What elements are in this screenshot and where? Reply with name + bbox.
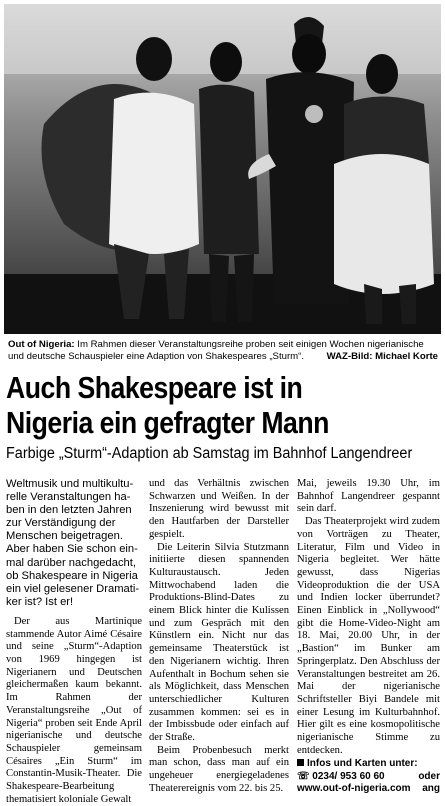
subheadline: Farbige „Sturm“-Adaption ab Samstag im Bahnhof Langendreer bbox=[6, 445, 413, 462]
author-initials: ang bbox=[422, 783, 440, 795]
phone-icon: ☏ bbox=[297, 770, 310, 782]
body-paragraph: und das Verhältnis zwischen Schwarzen und Weißen. In der Inszenierung wird bewusst mit den Hautfarben der Darsteller gespielt. bbox=[149, 478, 289, 540]
headline bbox=[6, 370, 380, 440]
lead-line: mal darüber nachgedacht, bbox=[6, 556, 136, 569]
lead-line: ob Shakespeare in Nigeria bbox=[6, 569, 138, 582]
phone-number: 0234/ 953 60 60 bbox=[312, 770, 385, 782]
article-column-1 bbox=[6, 478, 142, 806]
body-paragraph: Beim Probenbesuch merkt man schon, dass man auf ein ungeheuer energiegeladenes Theaterereignis vom 22. bis 25. bbox=[149, 744, 289, 794]
body-paragraph: Der aus Martinique stammende Autor Aimé Césaire und seine „Sturm“-Adaption von 1969 hingegen ist Nigerianern und Deutschen gleichermaßen kaum bekannt. Im Rahmen der Veranstaltungsreihe „Out of Nigeria“ proben seit Ende April nigerianische und deutsche Schauspieler gemeinsam Césaires „Ein Sturm“ im Constantin-Musik-Theater. Die Shakespeare-Bearbeitung thematisiert koloniale Gewalt bbox=[6, 615, 142, 805]
photo-credit: WAZ-Bild: Michael Korte bbox=[326, 351, 438, 362]
headline-line-1: Auch Shakespeare ist in bbox=[6, 370, 303, 405]
lead-line: ein viel gelesener Dramati- bbox=[6, 582, 140, 595]
lead-paragraph bbox=[6, 478, 142, 609]
bullet-square-icon bbox=[297, 759, 304, 766]
body-paragraph: Die Leiterin Silvia Stutzmann initiierte diesen spannenden Kulturaustausch. Jeden Mittwochabend laden die Produktions-Blind-Dates zu einem Blick hinter die Kulissen und zum Gespräch mit den Künstlern ein. Nicht nur das gemeinsame Theaterstück ist den Nigerianern wichtig. Ihren Aufenthalt in Bochum sehen sie als Möglichkeit, dass Menschen unterschiedlicher Kulturen zusammen kommen: sei es in der Imbissbude oder einfach auf der Straße. bbox=[149, 541, 289, 744]
lead-line: Weltmusik und multikultu- bbox=[6, 478, 134, 490]
lead-line: relle Veranstaltungen ha- bbox=[6, 491, 131, 504]
article-column-3 bbox=[297, 478, 440, 796]
info-or: oder bbox=[418, 770, 440, 782]
caption-text: Im Rahmen dieser Veranstaltungsreihe proben seit einigen Wochen nigerianische und deutsche Schauspieler eine Adaption von Shakespeares „Sturm“. bbox=[8, 339, 424, 362]
body-paragraph: Das Theaterprojekt wird zudem von Vorträgen zu Theater, Literatur, Film und Video in Nigeria begleitet. Wer hätte gewusst, dass Nigerias Videoproduktion die der USA und Indien locker überrundet? Einen Einblick in „Nollywood“ gibt die Home-Video-Night am 18. Mai, 20.00 Uhr, in der „Bastion“ im Bunker am Springerplatz. Den Abschluss der Veranstaltungen bestreitet am 26. Mai der nigerianische Schriftsteller Biyi Bandele mit einer Lesung im Kulturbahnhof. Hier gilt es eine kosmopolitische nigerianische Stimme zu entdecken. bbox=[297, 516, 440, 756]
body-paragraph: Mai, jeweils 19.30 Uhr, im Bahnhof Langendreer gespannt sein darf. bbox=[297, 478, 440, 515]
performance-photo bbox=[4, 4, 441, 334]
lead-line: Menschen beigetragen. bbox=[6, 530, 123, 543]
info-label: Infos und Karten unter: bbox=[307, 758, 418, 770]
lead-line: ker ist? Ist er! bbox=[6, 595, 74, 608]
lead-line: Aber haben Sie schon ein- bbox=[6, 543, 138, 556]
lead-line: zur Verständigung der bbox=[6, 517, 116, 530]
info-box bbox=[297, 758, 440, 796]
caption-label: Out of Nigeria: bbox=[8, 339, 75, 350]
lead-line: ben in den letzten Jahren bbox=[6, 504, 132, 517]
website-link[interactable]: www.out-of-nigeria.com bbox=[297, 783, 411, 795]
photo-caption bbox=[8, 339, 438, 363]
article-column-2 bbox=[149, 478, 289, 796]
headline-line-2: Nigeria ein gefragter Mann bbox=[6, 405, 329, 440]
